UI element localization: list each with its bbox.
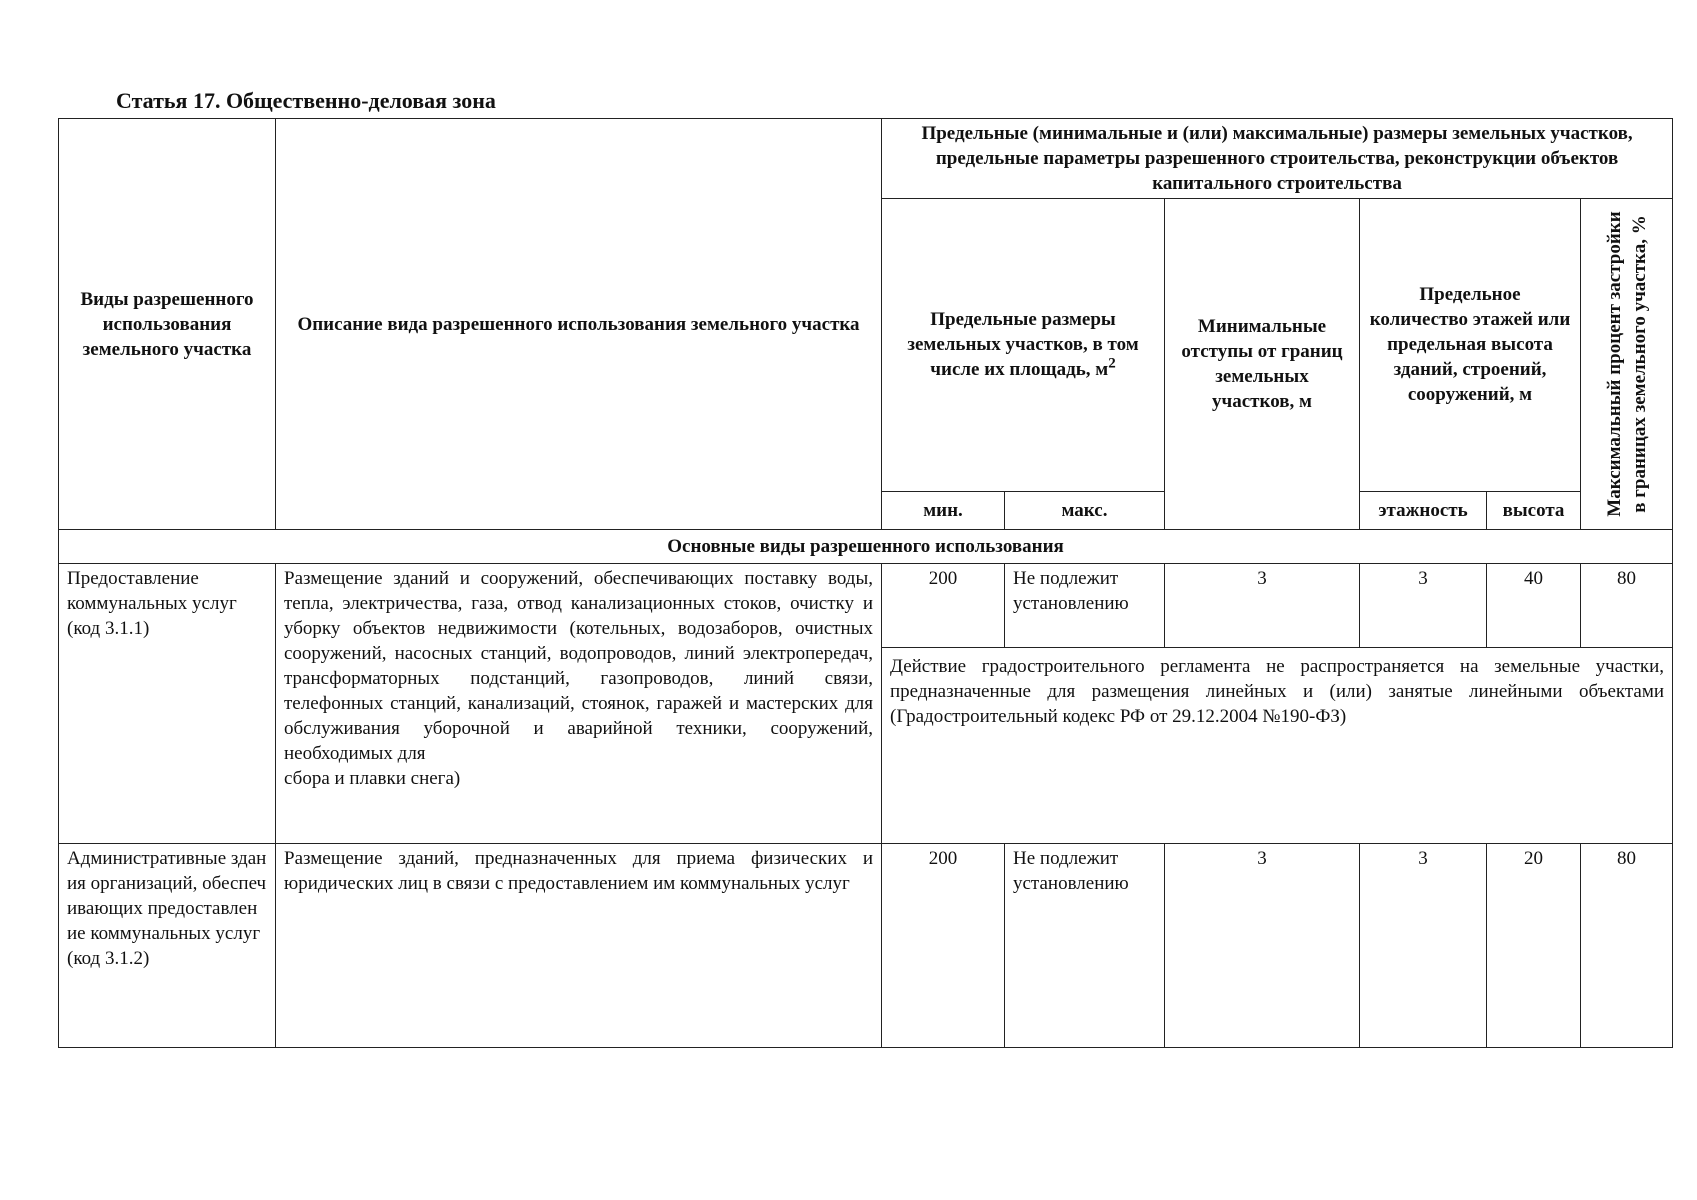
row1-description-tail: сбора и плавки снега) [284, 768, 461, 789]
row2-min: 200 [882, 844, 1005, 1048]
header-plot-size-sup: 2 [1108, 356, 1116, 373]
row1-max: Не подлежит установлению [1005, 564, 1165, 648]
header-max-percent-text: Максимальный процент застройки в границах земельного участка, % [1603, 211, 1650, 517]
header-sub-min: мин. [882, 491, 1005, 529]
article-title: Статья 17. Общественно-деловая зона [116, 88, 496, 113]
section-title: Основные виды разрешенного использования [59, 530, 1673, 564]
row1-description [276, 564, 882, 844]
row2-height: 20 [1487, 844, 1581, 1048]
row1-description-main: Размещение зданий и сооружений, обеспечивающих поставку воды, тепла, электричества, газа, отвод канализационных стоков, очистку и уборку объектов недвижимости (котельных, водозаборов, очистных сооружений, насосных станций, водопроводов, линий электропередач, трансформаторных подстанций, газопроводов, линий связи, телефонных станций, канализаций, стоянок, гаражей и мастерских для обслуживания уборочной и аварийной техники, сооружений, необходимых для [284, 568, 873, 764]
table-row [59, 844, 1673, 1048]
row2-description: Размещение зданий, предназначенных для приема физических и юридических лиц в связи с предоставлением им коммунальных услуг [276, 844, 882, 1048]
header-floors-height: Предельное количество этажей или предельная высота зданий, строений, сооружений, м [1360, 199, 1581, 492]
table-row [59, 564, 1673, 648]
row2-type-code: (код 3.1.2) [67, 948, 150, 969]
header-plot-size [882, 199, 1165, 492]
header-min-indent: Минимальные отступы от границ земельных участков, м [1165, 199, 1360, 530]
header-sub-floors: этажность [1360, 491, 1487, 529]
header-description: Описание вида разрешенного использования земельного участка [276, 119, 882, 530]
header-sub-height: высота [1487, 491, 1581, 529]
header-types: Виды разрешенного использования земельного участка [59, 119, 276, 530]
row1-percent: 80 [1581, 564, 1673, 648]
row1-indent: 3 [1165, 564, 1360, 648]
header-plot-size-text: Предельные размеры земельных участков, в том числе их площадь, м [907, 309, 1139, 381]
row1-min: 200 [882, 564, 1005, 648]
row2-type-main: Административные здания организаций, обеспечивающих предоставление коммунальных услуг [67, 848, 267, 944]
header-limits-group: Предельные (минимальные и (или) максимальные) размеры земельных участков, предельные параметры разрешенного строительства, реконструкции объектов капитального строительства [882, 119, 1673, 199]
row2-floors: 3 [1360, 844, 1487, 1048]
header-max-percent [1581, 199, 1673, 530]
row2-max: Не подлежит установлению [1005, 844, 1165, 1048]
zoning-table [58, 118, 1673, 1048]
row1-height: 40 [1487, 564, 1581, 648]
row2-percent: 80 [1581, 844, 1673, 1048]
row1-floors: 3 [1360, 564, 1487, 648]
row2-indent: 3 [1165, 844, 1360, 1048]
row2-type [59, 844, 276, 1048]
row1-type: Предоставление коммунальных услуг (код 3.1.1) [59, 564, 276, 844]
row1-note: Действие градостроительного регламента не распространяется на земельные участки, предназначенные для размещения линейных и (или) занятые линейными объектами (Градостроительный кодекс РФ от 29.12.2004 №190-ФЗ) [882, 648, 1673, 844]
header-sub-max: макс. [1005, 491, 1165, 529]
